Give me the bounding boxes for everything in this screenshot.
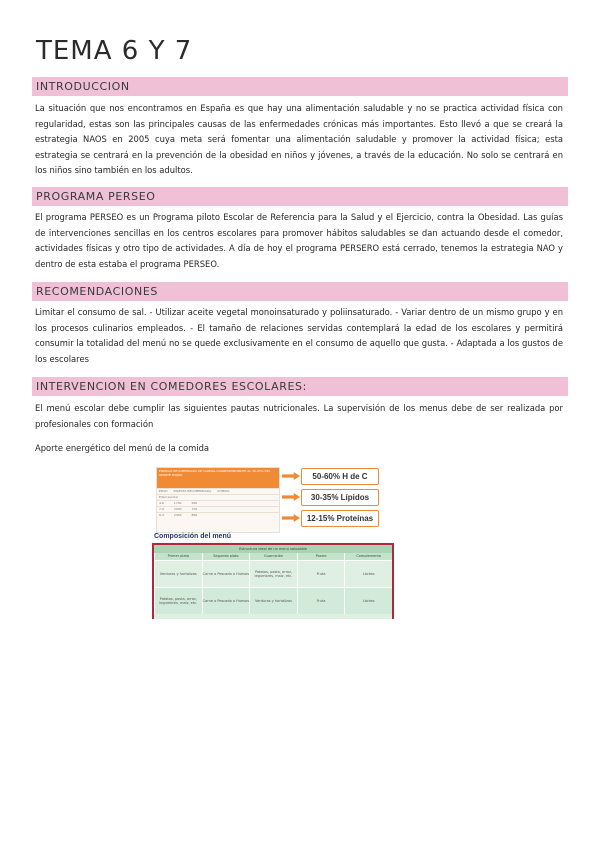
energy-row xyxy=(157,512,279,518)
arrow-right-icon xyxy=(282,472,300,480)
energy-cell: 2000 xyxy=(173,507,182,511)
composition-cell: Patatas, pasta, arroz, legumbres, maíz, etc. xyxy=(154,587,202,614)
composition-cell: Verduras y hortalizas xyxy=(154,560,202,587)
composition-col: Guarnición xyxy=(249,553,297,560)
section-heading-comedores: INTERVENCION EN COMEDORES ESCOLARES: xyxy=(32,377,568,396)
composition-table xyxy=(152,543,394,619)
composition-cell: Fruta xyxy=(297,560,345,587)
composition-header-row xyxy=(154,553,392,560)
energy-cell: 4-6 xyxy=(159,501,164,505)
section-text-comedores: El menú escolar debe cumplir las siguientes pautas nutricionales. La supervisión de los menus debe de ser realizada por profesionales con formación xyxy=(35,403,563,429)
section-heading-recomendaciones: RECOMENDACIONES xyxy=(32,282,568,301)
composition-cell: Carne o Pescado o Huevos xyxy=(202,560,250,587)
energy-cell: 860 xyxy=(191,513,198,517)
energy-cell: 7-9 xyxy=(159,507,164,511)
energy-col: INGESTA RECOMENDADA xyxy=(173,489,212,493)
nutrient-carbs: 50-60% H de C xyxy=(301,468,379,485)
composition-col: Postre xyxy=(297,553,345,560)
composition-cell: Verduras y hortalizas xyxy=(249,587,297,614)
energy-cell: 9-3 xyxy=(159,513,164,517)
nutrition-figure xyxy=(146,465,404,619)
composition-col: Complemento xyxy=(344,553,392,560)
section-heading-introduccion: INTRODUCCION xyxy=(32,77,568,96)
energy-table xyxy=(156,467,280,533)
energy-table-header: ENERGÍA RECOMENDADA DE COMIDA CORRESPONDIENTE AL 30-35% DEL APORTE DIARIO xyxy=(157,468,279,488)
composition-col: Primer plato xyxy=(154,553,202,560)
composition-cell: Patatas, pasta, arroz, legumbres, maíz, etc. xyxy=(249,560,297,587)
composition-cell: Lácteo xyxy=(344,587,392,614)
energy-cell: 1700 xyxy=(173,501,182,505)
section-text-perseo: El programa PERSEO es un Programa piloto Escolar de Referencia para la Salud y el Ejercicio, contra la Obesidad. Las guías de intervenciones sencillas en los centros escolares para promover hábitos saludables se dan actuando desde el comedor, actividades físicas y otro tipo de actividades. A día de hoy el programa PERSERO está cerrado, tenemos la estrategia NAO y dentro de esta estaba el programa PERSEO. xyxy=(35,212,563,269)
arrow-right-icon xyxy=(282,493,300,501)
section-heading-perseo: PROGRAMA PERSEO xyxy=(32,187,568,206)
page-title: TEMA 6 Y 7 xyxy=(36,36,193,66)
composition-cell: Fruta xyxy=(297,587,345,614)
composition-title: Composición del menú xyxy=(154,533,232,540)
section-text-introduccion: La situación que nos encontramos en España es que hay una alimentación saludable y no se practica actividad física con regularidad, estas son las principales causas de las enfermedades crónicas más importantes. Esto llevó a que se creará la estrategia NAOS en 2005 cuya meta será fomentar una alimentación saludable y promover la actividad física; esta estrategia se centrará en la prevención de la obesidad en niños y jóvenes, a través de la educación. No solo se centrará en los niños sino también en los adultos. xyxy=(35,103,563,175)
energy-row: Edad escolar xyxy=(157,494,279,500)
composition-cell: Carne o Pescado o Huevos xyxy=(202,587,250,614)
energy-col: COMIDA xyxy=(217,489,230,493)
energy-cell: 560 xyxy=(191,501,198,505)
nutrient-lipids: 30-35% Lípidos xyxy=(301,489,379,506)
energy-col: EDAD xyxy=(159,489,168,493)
energy-cell: 2450 xyxy=(173,513,182,517)
energy-cell: 700 xyxy=(191,507,198,511)
composition-cell: Lácteo xyxy=(344,560,392,587)
composition-row xyxy=(154,587,392,614)
composition-row xyxy=(154,560,392,587)
arrow-right-icon xyxy=(282,514,300,522)
section-text-recomendaciones: Limitar el consumo de sal. - Utilizar aceite vegetal monoinsaturado y poliinsaturado. - Variar dentro de un mismo grupo y en los procesos culinarios empleados. - El tamaño de relaciones servidas contemplará la edad de los escolares y permitirá consumir la totalidad del menú no se quede exclusivamente en el consumo de aquello que gusta. - Adaptada a los gustos de los escolares xyxy=(35,307,563,364)
nutrient-proteins: 12-15% Proteínas xyxy=(301,510,379,527)
composition-subtitle: Estructura ideal de un menú saludable xyxy=(154,545,392,553)
composition-col: Segundo plato xyxy=(202,553,250,560)
energy-label: Aporte energético del menú de la comida xyxy=(35,443,210,453)
